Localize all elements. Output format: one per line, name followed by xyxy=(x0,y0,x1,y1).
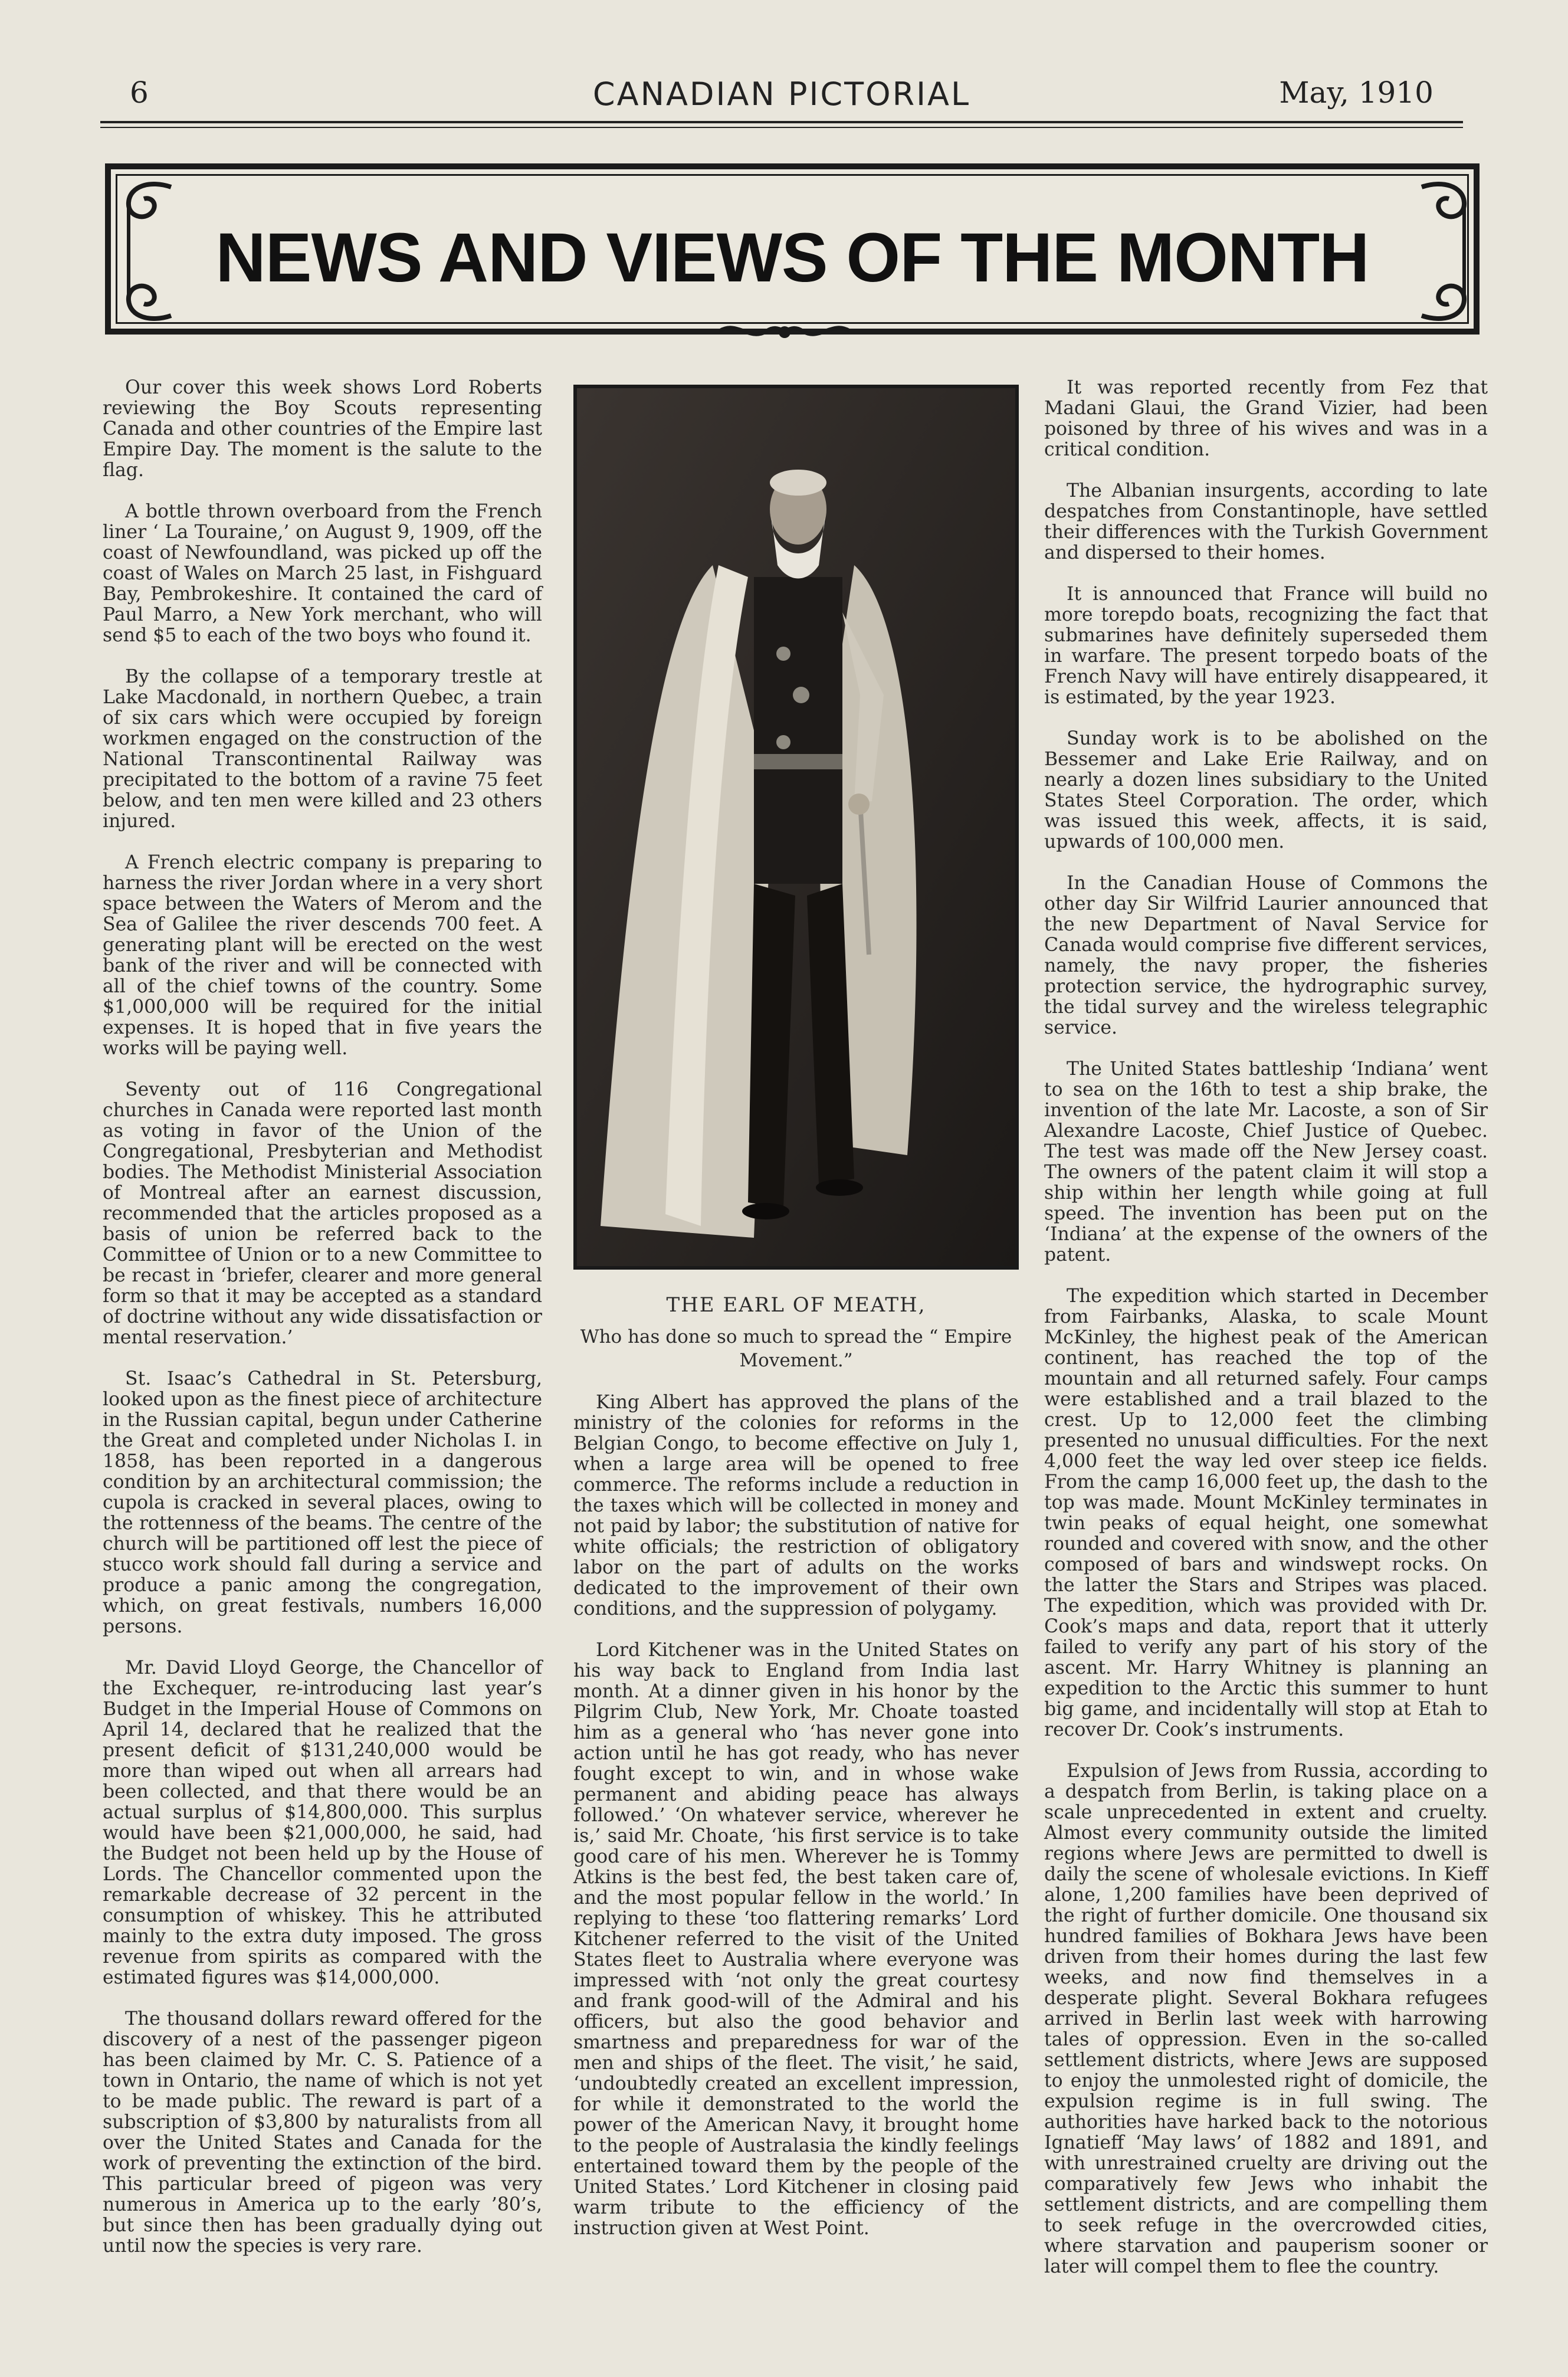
header-rule-thin xyxy=(100,127,1463,128)
caption-title: THE EARL OF MEATH, xyxy=(666,1293,926,1317)
news-item: King Albert has approved the plans of the ministry of the colonies for reforms in the Belgian Congo, to become effective on July 1, when a large area will be opened to free commerce. The reforms include a reduction in the taxes which will be collected in money and not paid by labor; the substitution of native for white officials; the restriction of obligatory labor on the part of adults on the works dedicated to the improvement of their own conditions, and the suppression of polygamy. xyxy=(573,1392,1019,1619)
page-header xyxy=(100,71,1463,118)
section-banner xyxy=(105,163,1480,335)
news-item: It was reported recently from Fez that Madani Glaui, the Grand Vizier, had been poisoned by three of his wives and was in a critical condition. xyxy=(1044,377,1488,460)
news-item: A bottle thrown overboard from the French liner ‘ La Touraine,’ on August 9, 1909, off the coast of Newfoundland, was picked up off the coast of Wales on March 25 last, in Fishguard Bay, Pembrokeshire. It contained the card of Paul Marro, a New York merchant, who will send $5 to each of the two boys who found it. xyxy=(103,501,542,646)
section-title: NEWS AND VIEWS OF THE MONTH xyxy=(215,219,1369,297)
header-rule xyxy=(100,121,1463,123)
news-item: The Albanian insurgents, according to late despatches from Constantinople, have settled their differences with the Turkish Government and dispersed to their homes. xyxy=(1044,480,1488,563)
news-item: The expedition which started in December from Fairbanks, Alaska, to scale Mount McKinley, the highest peak of the American continent, has reached the top of the mountain and all returned safely. Four camps were established and a trail blazed to the crest. Up to 12,000 feet the climbing presented no unusual difficulties. For the next 4,000 feet the way led over steep ice fields. From the camp 16,000 feet up, the dash to the top was made. Mount McKinley terminates in twin peaks of equal height, one somewhat rounded and covered with snow, and the other composed of bars and windswept rocks. On the latter the Stars and Stripes was placed. The expedition, which was provided with Dr. Cook’s maps and data, report that it utterly failed to verify any part of his story of the ascent. Mr. Harry Whitney is planning an expedition to the Arctic this summer to hunt big game, and incidentally will stop at Etah to recover Dr. Cook’s instruments. xyxy=(1044,1286,1488,1740)
middle-column xyxy=(573,1392,1019,2260)
right-flourish-icon xyxy=(1410,174,1475,327)
banner-ornament-icon xyxy=(708,314,861,350)
caption-subtitle: Who has done so much to spread the “ Empire Movement.” xyxy=(580,1326,1012,1371)
photo-caption xyxy=(573,1292,1019,1372)
news-item: St. Isaac’s Cathedral in St. Petersburg, looked upon as the finest piece of architecture in the Russian capital, begun under Catherine the Great and completed under Nicholas I. in 1858, has been reported in a dangerous condition by an architectural commission; the cupola is cracked in several places, owing to the rottenness of the beams. The centre of the church will be partitioned off lest the piece of stucco work should fall during a service and produce a panic among the congregation, which, on great festivals, numbers 16,000 persons. xyxy=(103,1368,542,1637)
news-item: By the collapse of a temporary trestle at Lake Macdonald, in northern Quebec, a train of six cars which were occupied by foreign workmen engaged on the construction of the National Transcontinental Railway was precipitated to the bottom of a ravine 75 feet below, and ten men were killed and 23 others injured. xyxy=(103,666,542,832)
news-item: The United States battleship ‘Indiana’ went to sea on the 16th to test a ship brake, the invention of the late Mr. Lacoste, a son of Sir Alexandre Lacoste, Chief Justice of Quebec. The test was made off the New Jersey coast. The owners of the patent claim it will stop a ship within her length while going at full speed. The invention has been put on the ‘Indiana’ at the expense of the owners of the patent. xyxy=(1044,1058,1488,1265)
news-item: In the Canadian House of Commons the other day Sir Wilfrid Laurier announced that the new Department of Naval Service for Canada would comprise five different services, namely, the navy proper, the fisheries protection service, the hydrographic survey, the tidal survey and the wireless telegraphic service. xyxy=(1044,873,1488,1038)
portrait-photo xyxy=(573,385,1019,1270)
news-item: Lord Kitchener was in the United States on his way back to England from India last month. At a dinner given in his honor by the Pilgrim Club, New York, Mr. Choate toasted him as a general who ‘has never gone into action until he has got ready, who has never fought except to win, and in whose wake permanent and abiding peace has always followed.’ ‘On whatever service, wherever he is,’ said Mr. Choate, ‘his first service is to take good care of his men. Wherever he is Tommy Atkins is the best fed, the best taken care of, and the most popular fellow in the world.’ In replying to these ‘too flattering remarks’ Lord Kitchener referred to the visit of the United States fleet to Australia where everyone was impressed with ‘not only the great courtesy and frank good-will of the Admiral and his officers, but also the good behavior and smartness and preparedness for war of the men and ships of the fleet. The visit,’ he said, ‘undoubtedly created an excellent impression, for while it demonstrated to the world the power of the American Navy, it brought home to the people of Australasia the kindly feelings entertained toward them by the people of the United States.’ Lord Kitchener in closing paid warm tribute to the efficiency of the instruction given at West Point. xyxy=(573,1640,1019,2239)
news-item: A French electric company is preparing to harness the river Jordan where in a very short space between the Waters of Merom and the Sea of Galilee the river descends 700 feet. A generating plant will be erected on the west bank of the river and will be connected with all of the chief towns of the country. Some $1,000,000 will be required for the initial expenses. It is hoped that in five years the works will be paying well. xyxy=(103,852,542,1059)
earl-portrait-image xyxy=(577,388,1015,1266)
left-column xyxy=(103,378,542,2277)
news-item: The thousand dollars reward offered for the discovery of a nest of the passenger pigeon has been claimed by Mr. C. S. Patience of a town in Ontario, the name of which is not yet to be made public. The reward is part of a subscription of $3,800 by naturalists from all over the United States and Canada for the work of preventing the extinction of the bird. This particular breed of pigeon was very numerous in America up to the early ’80’s, but since then has been gradually dying out until now the species is very rare. xyxy=(103,2008,542,2257)
news-item: It is announced that France will build no more torepdo boats, recognizing the fact that submarines have definitely superseded them in warfare. The present torpedo boats of the French Navy will have entirely disappeared, it is estimated, by the year 1923. xyxy=(1044,583,1488,708)
news-item: Mr. David Lloyd George, the Chancellor of the Exchequer, re-introducing last year’s Budget in the Imperial House of Commons on April 14, declared that he realized that the present deficit of $131,240,000 would be more than wiped out when all arrears had been collected, and that there would be an actual surplus of $14,800,000. This surplus would have been $21,000,000, he said, had the Budget not been held up by the House of Lords. The Chancellor commented upon the remarkable decrease of 32 percent in the consumption of whiskey. This he attributed mainly to the extra duty imposed. The gross revenue from spirits as compared with the estimated figures was $14,000,000. xyxy=(103,1657,542,1988)
page-number: 6 xyxy=(130,76,149,110)
right-column xyxy=(1044,378,1488,2298)
magazine-title: CANADIAN PICTORIAL xyxy=(592,76,971,113)
news-item: Our cover this week shows Lord Roberts reviewing the Boy Scouts representing Canada and other countries of the Empire last Empire Day. The moment is the salute to the flag. xyxy=(103,377,542,481)
news-item: Sunday work is to be abolished on the Bessemer and Lake Erie Railway, and on nearly a dozen lines subsidiary to the United States Steel Corporation. The order, which was issued this week, affects, it is said, upwards of 100,000 men. xyxy=(1044,728,1488,853)
left-flourish-icon xyxy=(118,174,183,327)
news-item: Seventy out of 116 Congregational churches in Canada were reported last month as voting in favor of the Union of the Congregational, Presbyterian and Methodist bodies. The Methodist Ministerial Association of Montreal after an earnest discussion, recommended that the articles proposed as a basis of union be referred back to the Committee of Union or to a new Committee to be recast in ‘briefer, clearer and more general form so that it may be accepted as a standard of doctrine without any wide dissatisfaction or mental reservation.’ xyxy=(103,1079,542,1348)
news-item: Expulsion of Jews from Russia, according to a despatch from Berlin, is taking place on a scale unprecedented in extent and cruelty. Almost every community outside the limited regions where Jews are permitted to dwell is daily the scene of wholesale evictions. In Kieff alone, 1,200 families have been deprived of the right of further domicile. One thousand six hundred families of Bokhara Jews have been driven from their homes during the last few weeks, and now find themselves in a desperate plight. Several Bokhara refugees arrived in Berlin last week with harrowing tales of oppression. Even in the so-called settlement districts, where Jews are supposed to enjoy the unmolested right of domicile, the expulsion regime is in full swing. The authorities have harked back to the notorious Ignatieff ‘May laws’ of 1882 and 1891, and with unrestrained cruelty are driving out the comparatively few Jews who inhabit the settlement districts, and are compelling them to seek refuge in the overcrowded cities, where starvation and pauperism sooner or later will compel them to flee the country. xyxy=(1044,1760,1488,2277)
issue-date: May, 1910 xyxy=(1279,76,1433,110)
